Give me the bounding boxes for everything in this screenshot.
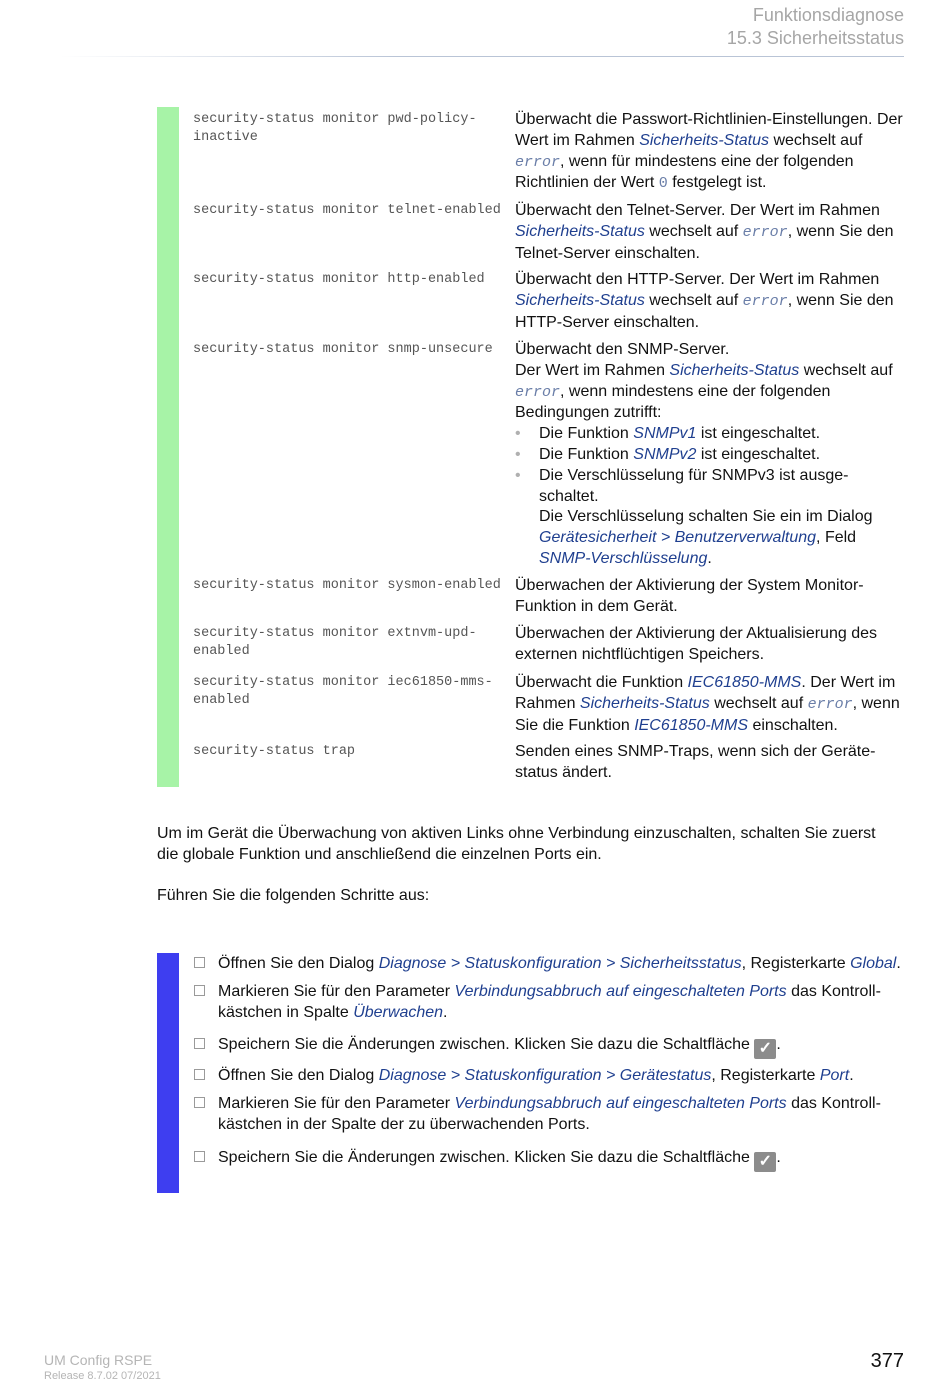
- ui-reference: IEC61850-MMS: [687, 674, 802, 691]
- description-text: Überwacht den SNMP-Server. Der Wert im Rahmen Sicherheits-Status wechselt auf error, wenn mindestens eine der folgenden Bedingungen zutrifft: • Die Funktion SNMPv1 ist eingeschaltet. • Die Funktion SNMPv2 ist eingeschaltet. • Die Verschlüsselung für SNMPv3 ist ausge-schaltet. Die Verschlüsselung schalten Sie ein im Dialog Gerätesicherheit > Benutzerverwaltung, Feld SNMP-Verschlüsselung.: [515, 340, 907, 576]
- list-item: • Die Verschlüsselung für SNMPv3 ist ausge-schaltet. Die Verschlüsselung schalten Sie ein im Dialog Gerätesicherheit > Benutzerverwaltung, Feld SNMP-Verschlüsselung.: [515, 466, 907, 570]
- ui-reference: Gerätesicherheit > Benutzerverwaltung: [539, 529, 817, 547]
- description-text: Überwachen der Aktivierung der Aktualisierung des externen nichtflüchtigen Speichers.: [515, 625, 877, 663]
- header-divider: [60, 56, 904, 57]
- table-marker-bar: [157, 107, 179, 787]
- header-section: 15.3 Sicherheitsstatus: [726, 28, 904, 48]
- table-row: [193, 673, 908, 742]
- step-checkbox: [194, 1038, 205, 1049]
- step-item: Markieren Sie für den Parameter Verbindungsabbruch auf eingeschalteten Ports das Kontroll-kästchen in Spalte Überwachen.: [193, 982, 908, 1024]
- ui-reference: Port: [819, 1067, 850, 1085]
- ui-reference: Sicherheits-Status: [669, 361, 800, 379]
- command-text: security-status monitor pwd-policy- inactive: [193, 112, 477, 145]
- ui-reference: Sicherheits-Status: [639, 131, 770, 149]
- step-checkbox: [194, 957, 205, 968]
- ui-reference: Verbindungsabbruch auf eingeschalteten Ports: [454, 982, 787, 1000]
- command-table: [193, 110, 908, 790]
- step-checkbox: [194, 1069, 205, 1080]
- ui-reference: SNMP-Verschlüsselung: [539, 549, 708, 567]
- step-item: Öffnen Sie den Dialog Diagnose > Statuskonfiguration > Sicherheitsstatus, Registerkarte Global.: [193, 954, 908, 975]
- ui-reference: SNMPv1: [633, 425, 697, 443]
- table-row: [193, 270, 908, 340]
- ui-reference: Verbindungsabbruch auf eingeschalteten Ports: [454, 1095, 787, 1113]
- command-text: security-status monitor extnvm-upd- enabled: [193, 626, 477, 659]
- page-number: 377: [870, 1350, 904, 1372]
- table-row: [193, 201, 908, 270]
- step-checkbox: [194, 1097, 205, 1108]
- code-value: error: [742, 223, 788, 241]
- description-text: Senden eines SNMP-Traps, wenn sich der Geräte-status ändert.: [515, 743, 876, 781]
- ui-reference: Diagnose > Statuskonfiguration > Sicherheitsstatus: [378, 955, 742, 972]
- condition-list: [515, 424, 907, 570]
- checkmark-icon: ✓: [754, 1039, 776, 1059]
- footer-doc-info: [44, 1352, 161, 1383]
- table-row: [193, 624, 908, 673]
- intro-paragraph: Um im Gerät die Überwachung von aktiven Links ohne Verbindung einzuschalten, schalten Sie zuerst die globale Funktion und anschließend die einzelnen Ports ein.: [157, 825, 876, 863]
- description-text: Überwacht die Passwort-Richtlinien-Einstellungen. Der Wert im Rahmen Sicherheits-Status wechselt auf error, wenn für mindestens eine der folgenden Richtlinien der Wert 0 festgelegt ist.: [515, 111, 903, 193]
- list-item: • Die Funktion SNMPv1 ist eingeschaltet.: [515, 424, 907, 445]
- command-text: security-status monitor iec61850-mms- enabled: [193, 675, 493, 708]
- steps-marker-bar: [157, 953, 179, 1193]
- header-chapter: Funktionsdiagnose: [752, 5, 904, 25]
- table-row: [193, 742, 908, 790]
- ui-reference: SNMPv2: [633, 445, 697, 463]
- ui-reference: IEC61850-MMS: [634, 716, 749, 734]
- page-header: [727, 4, 904, 50]
- description-text: Überwachen der Aktivierung der System Monitor-Funktion in dem Gerät.: [515, 577, 864, 615]
- code-value: error: [515, 153, 561, 171]
- ui-reference: Diagnose > Statuskonfiguration > Gerätestatus: [378, 1067, 712, 1085]
- code-value: error: [515, 383, 561, 401]
- checkmark-icon: ✓: [754, 1152, 776, 1172]
- ui-reference: Sicherheits-Status: [579, 694, 710, 712]
- step-item: Speichern Sie die Änderungen zwischen. Klicken Sie dazu die Schaltfläche ✓ .: [193, 1148, 908, 1172]
- table-row: [193, 576, 908, 624]
- command-text: security-status monitor sysmon-enabled: [193, 578, 501, 593]
- description-line: Überwacht den SNMP-Server.: [515, 341, 730, 358]
- table-row: [193, 340, 908, 576]
- description-text: Überwacht den HTTP-Server. Der Wert im Rahmen Sicherheits-Status wechselt auf error, wenn Sie den HTTP-Server einschalten.: [515, 271, 894, 331]
- step-item: Markieren Sie für den Parameter Verbindungsabbruch auf eingeschalteten Ports das Kontroll-kästchen in der Spalte der zu überwachenden Ports.: [193, 1094, 908, 1136]
- command-text: security-status monitor telnet-enabled: [193, 203, 501, 218]
- step-checkbox: [194, 985, 205, 996]
- footer-doc-title: UM Config RSPE: [44, 1352, 153, 1368]
- ui-reference: Überwachen: [353, 1003, 444, 1021]
- description-text: Überwacht den Telnet-Server. Der Wert im Rahmen Sicherheits-Status wechselt auf error, wenn Sie den Telnet-Server einschalten.: [515, 202, 894, 262]
- code-value: error: [742, 292, 788, 310]
- table-row: [193, 110, 908, 201]
- list-item: • Die Funktion SNMPv2 ist eingeschaltet.: [515, 445, 907, 466]
- command-text: security-status trap: [193, 744, 356, 759]
- step-item: Speichern Sie die Änderungen zwischen. Klicken Sie dazu die Schaltfläche ✓ .: [193, 1035, 908, 1059]
- steps-lead-paragraph: Führen Sie die folgenden Schritte aus:: [157, 887, 430, 904]
- step-checkbox: [194, 1151, 205, 1162]
- footer-release: Release 8.7.02 07/2021: [44, 1370, 161, 1382]
- ui-reference: Sicherheits-Status: [515, 291, 645, 309]
- ui-reference: Sicherheits-Status: [515, 222, 645, 240]
- ui-reference: Global: [850, 955, 897, 972]
- step-item: Öffnen Sie den Dialog Diagnose > Statuskonfiguration > Gerätestatus, Registerkarte Port.: [193, 1066, 908, 1087]
- command-text: security-status monitor http-enabled: [193, 272, 485, 287]
- description-text: Überwacht die Funktion IEC61850-MMS. Der Wert im Rahmen Sicherheits-Status wechselt auf error, wenn Sie die Funktion IEC61850-MMS einschalten.: [515, 674, 900, 734]
- step-list: [193, 954, 908, 1172]
- code-value: 0: [658, 175, 668, 193]
- command-text: security-status monitor snmp-unsecure: [193, 342, 493, 357]
- code-value: error: [807, 695, 853, 713]
